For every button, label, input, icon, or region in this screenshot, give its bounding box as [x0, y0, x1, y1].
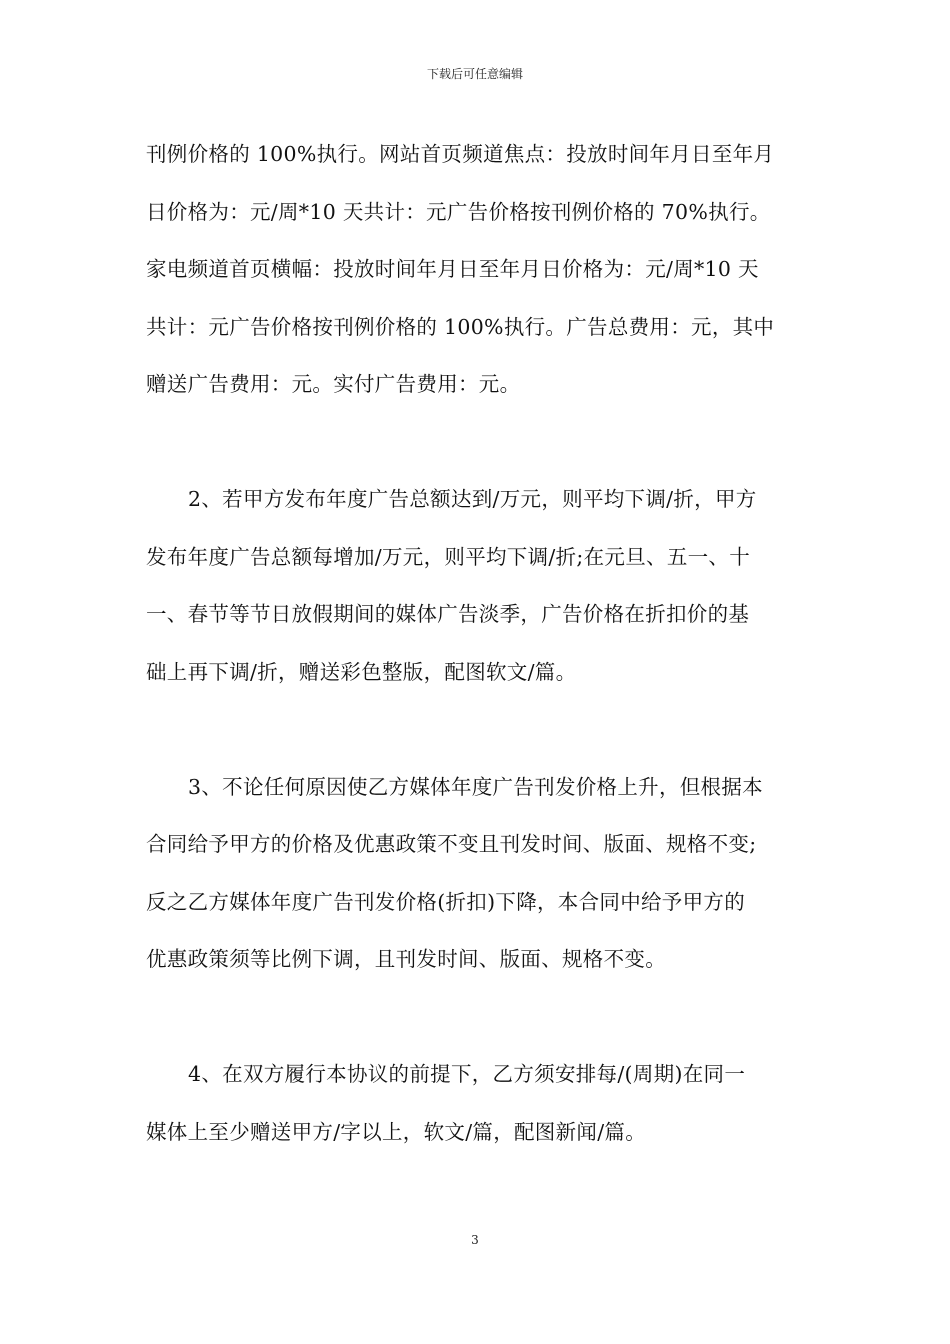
document-body [146, 126, 812, 1161]
page-number: 3 [471, 1233, 479, 1247]
paragraph-line: 刊例价格的 100%执行。网站首页频道焦点：投放时间年月日至年月 [146, 142, 775, 166]
paragraph-line: 反之乙方媒体年度广告刊发价格(折扣)下降，本合同中给予甲方的 [146, 889, 745, 914]
paragraph-line: 家电频道首页横幅：投放时间年月日至年月日价格为：元/周*10 天 [146, 257, 759, 281]
paragraph-line: 发布年度广告总额每增加/万元，则平均下调/折;在元旦、五一、十 [146, 544, 751, 569]
paragraph-line: 2、若甲方发布年度广告总额达到/万元，则平均下调/折，甲方 [188, 487, 757, 511]
paragraph-line: 赠送广告费用：元。实付广告费用：元。 [146, 372, 521, 396]
paragraph-line: 础上再下调/折，赠送彩色整版，配图软文/篇。 [146, 659, 577, 684]
paragraph-line: 一、春节等节日放假期间的媒体广告淡季，广告价格在折扣价的基 [146, 602, 750, 626]
header-note: 下载后可任意编辑 [426, 67, 523, 81]
paragraph-line: 合同给予甲方的价格及优惠政策不变且刊发时间、版面、规格不变; [146, 832, 757, 856]
paragraph-line: 优惠政策须等比例下调，且刊发时间、版面、规格不变。 [146, 947, 666, 971]
paragraph-line: 日价格为：元/周*10 天共计：元广告价格按刊例价格的 70%执行。 [146, 199, 771, 224]
paragraph-2 [146, 471, 812, 701]
paragraph-spacer [146, 989, 812, 1047]
paragraph-line: 共计：元广告价格按刊例价格的 100%执行。广告总费用：元，其中 [146, 314, 775, 339]
paragraph-4 [146, 1046, 812, 1161]
paragraph-line: 4、在双方履行本协议的前提下，乙方须安排每/(周期)在同一 [188, 1062, 746, 1086]
paragraph-1 [146, 126, 812, 414]
paragraph-spacer [146, 414, 812, 472]
paragraph-spacer [146, 701, 812, 759]
paragraph-line: 3、不论任何原因使乙方媒体年度广告刊发价格上升，但根据本 [188, 774, 763, 799]
paragraph-3 [146, 759, 812, 989]
paragraph-line: 媒体上至少赠送甲方/字以上，软文/篇，配图新闻/篇。 [146, 1119, 647, 1144]
